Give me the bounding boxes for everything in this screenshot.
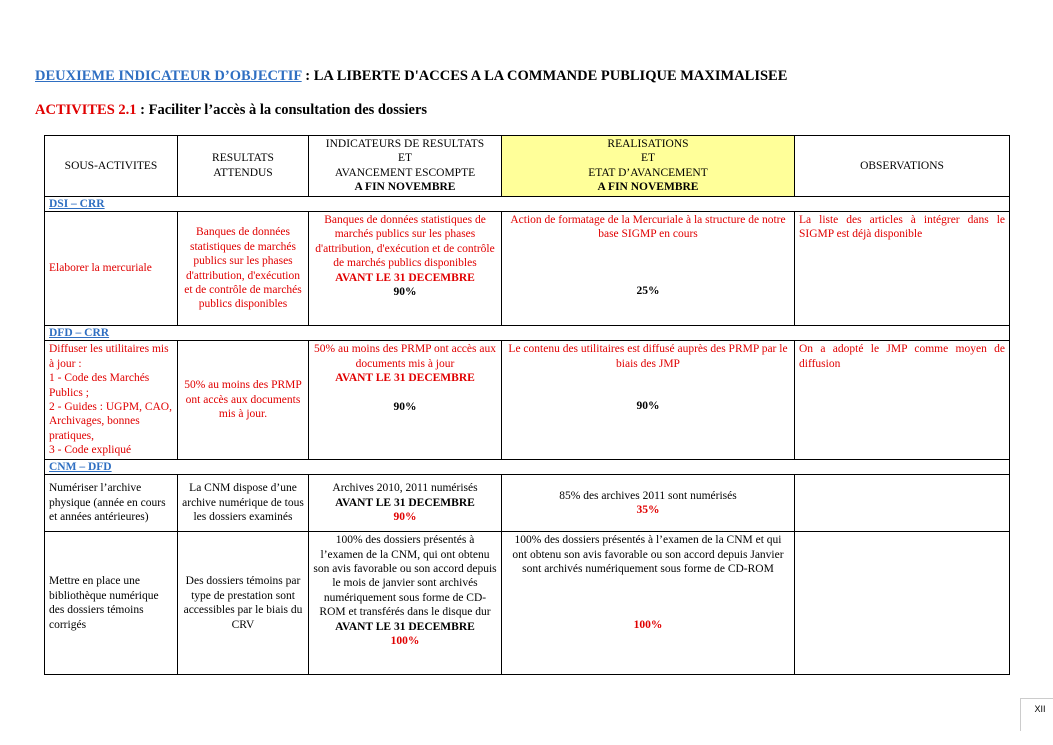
- observation-cell: On a adopté le JMP comme moyen de diffusion: [795, 341, 1010, 459]
- group-row: [45, 196, 1010, 211]
- heading-label: DEUXIEME INDICATEUR D’OBJECTIF: [35, 68, 302, 84]
- header-realisations: REALISATIONS ET ETAT D’AVANCEMENT A FIN NOVEMBRE: [502, 136, 795, 197]
- resultats-cell: 50% au moins des PRMP ont accès aux documents mis à jour.: [178, 341, 309, 459]
- header-row: [45, 136, 1010, 197]
- activities-table: [44, 135, 1010, 675]
- activity-text: : Faciliter l’accès à la consultation des dossiers: [136, 102, 428, 118]
- activite-cell: Numériser l’archive physique (année en cours et années antérieures): [45, 475, 178, 532]
- activite-cell: Mettre en place une bibliothèque numérique des dossiers témoins corrigés: [45, 532, 178, 675]
- indicateur-cell: Archives 2010, 2011 numérisés AVANT LE 31 DECEMBRE 90%: [309, 475, 502, 532]
- group-label: CNM – DFD: [45, 459, 1010, 474]
- indicateur-cell: 100% des dossiers présentés à l’examen de la CNM, qui ont obtenu son avis favorable ou son accord depuis le mois de janvier sont archivés numériquement sous forme de CD-ROM et transférés dans le disque dur AVANT LE 31 DECEMBRE 100%: [309, 532, 502, 675]
- resultats-cell: La CNM dispose d’une archive numérique de tous les dossiers examinés: [178, 475, 309, 532]
- group-row: [45, 459, 1010, 474]
- group-label: DFD – CRR: [45, 326, 1010, 341]
- page-number: XII: [1020, 698, 1053, 731]
- activity-label: ACTIVITES 2.1: [35, 102, 137, 118]
- table-row: [45, 532, 1010, 675]
- resultats-cell: Des dossiers témoins par type de prestation sont accessibles par le biais du CRV: [178, 532, 309, 675]
- activite-cell: Diffuser les utilitaires mis à jour : 1 - Code des Marchés Publics ; 2 - Guides : UGPM, CAO, Archivages, bonnes pratiques, 3 - Code expliqué: [45, 341, 178, 459]
- group-label: DSI – CRR: [45, 196, 1010, 211]
- table-row: [45, 475, 1010, 532]
- realisation-cell: Action de formatage de la Mercuriale à la structure de notre base SIGMP en cours 25%: [502, 212, 795, 326]
- resultats-cell: Banques de données statistiques de marchés publics sur les phases d'attribution, d'exécution et de contrôle de marchés publics disponibles: [178, 212, 309, 326]
- table-row: [45, 341, 1010, 459]
- observation-cell: La liste des articles à intégrer dans le SIGMP est déjà disponible: [795, 212, 1010, 326]
- section-heading: [35, 68, 787, 85]
- realisation-cell: 85% des archives 2011 sont numérisés 35%: [502, 475, 795, 532]
- header-indicateurs: INDICATEURS DE RESULTATS ET AVANCEMENT ESCOMPTE A FIN NOVEMBRE: [309, 136, 502, 197]
- indicateur-cell: 50% au moins des PRMP ont accès aux documents mis à jour AVANT LE 31 DECEMBRE 90%: [309, 341, 502, 459]
- group-row: [45, 326, 1010, 341]
- activity-heading: [35, 102, 427, 119]
- activite-cell: Elaborer la mercuriale: [45, 212, 178, 326]
- realisation-cell: Le contenu des utilitaires est diffusé auprès des PRMP par le biais des JMP 90%: [502, 341, 795, 459]
- observation-cell: [795, 475, 1010, 532]
- header-sous-activites: SOUS-ACTIVITES: [45, 136, 178, 197]
- table-row: [45, 212, 1010, 326]
- indicateur-cell: Banques de données statistiques de marchés publics sur les phases d'attribution, d'exécution et de contrôle de marchés publics disponibles AVANT LE 31 DECEMBRE 90%: [309, 212, 502, 326]
- header-resultats: RESULTATS ATTENDUS: [178, 136, 309, 197]
- header-observations: OBSERVATIONS: [795, 136, 1010, 197]
- heading-text: : LA LIBERTE D'ACCES A LA COMMANDE PUBLIQUE MAXIMALISEE: [301, 68, 788, 84]
- realisation-cell: 100% des dossiers présentés à l’examen de la CNM et qui ont obtenu son avis favorable ou son accord depuis Janvier sont archivés numériquement sous forme de CD-ROM 100%: [502, 532, 795, 675]
- observation-cell: [795, 532, 1010, 675]
